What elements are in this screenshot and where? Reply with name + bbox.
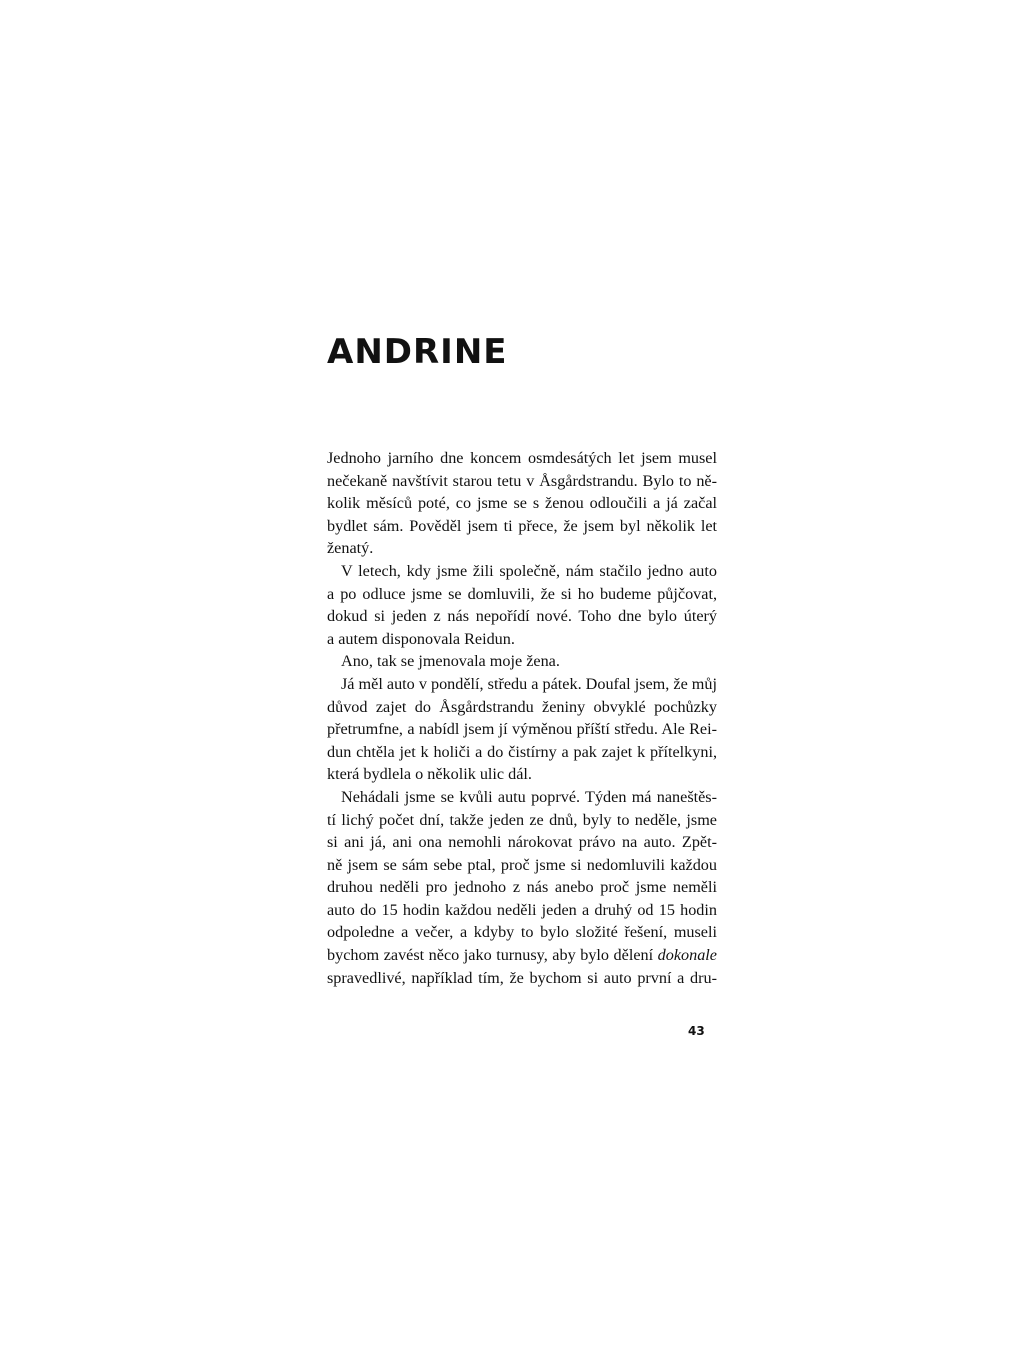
text-line	[327, 583, 717, 606]
text-line	[327, 718, 717, 741]
text-line	[327, 696, 717, 719]
text-line-content: druhou neděli pro jednoho z nás anebo proč jsme neměli	[327, 878, 717, 897]
text-line	[327, 854, 717, 877]
text-line	[327, 470, 717, 493]
text-line-content: která bydlela o několik ulic dál.	[327, 765, 532, 784]
text-line-content: přetrumfne, a nabídl jsem jí výměnou příští středu. Ale Rei-	[327, 720, 717, 739]
text-line-content: si ani já, ani ona nemohli nárokovat právo na auto. Zpět-	[327, 833, 717, 852]
chapter-title: ANDRINE	[327, 332, 508, 372]
text-line-content: V letech, kdy jsme žili společně, nám stačilo jedno auto	[341, 561, 717, 580]
text-line	[327, 831, 717, 854]
text-line	[327, 628, 717, 651]
text-line-content: bydlet sám. Pověděl jsem ti přece, že jsem byl několik let	[327, 516, 717, 535]
text-line-content: Já měl auto v pondělí, středu a pátek. Doufal jsem, že můj	[341, 674, 717, 693]
text-line	[327, 809, 717, 832]
text-line	[327, 673, 717, 696]
text-line	[327, 515, 717, 538]
text-line-content: Nehádali jsme se kvůli autu poprvé. Týden má naneštěs-	[341, 787, 717, 806]
text-line-content: bychom zavést něco jako turnusy, aby bylo dělení	[327, 946, 654, 965]
text-line	[327, 650, 717, 673]
text-line-content: ženatý.	[327, 539, 374, 558]
text-line	[327, 447, 717, 470]
text-line-content: auto do 15 hodin každou neděli jeden a druhý od 15 hodin	[327, 900, 717, 919]
body-text	[327, 447, 717, 989]
text-line-content: Ano, tak se jmenovala moje žena.	[341, 652, 560, 671]
text-line	[327, 786, 717, 809]
text-line-content: ně jsem se sám sebe ptal, proč jsme si nedomluvili každou	[327, 855, 717, 874]
text-line-content: odpoledne a večer, a kdyby to bylo složité řešení, museli	[327, 923, 717, 942]
italic-emphasis: dokonale	[657, 946, 717, 965]
text-line-content: dun chtěla jet k holiči a do čistírny a pak zajet k přítelkyni,	[327, 742, 717, 761]
text-line-content: tí lichý počet dní, takže jeden ze dnů, byly to neděle, jsme	[327, 810, 717, 829]
text-line	[327, 921, 717, 944]
text-line	[327, 967, 717, 990]
text-line	[327, 605, 717, 628]
text-line	[327, 741, 717, 764]
text-line-content: a po odluce jsme se domluvili, že si ho budeme půjčovat,	[327, 584, 717, 603]
text-line-content: spravedlivé, například tím, že bychom si auto první a dru-	[327, 968, 717, 987]
text-line-content: dokud si jeden z nás nepořídí nové. Toho dne bylo úterý	[327, 607, 717, 626]
text-line	[327, 944, 717, 967]
text-line-content: Jednoho jarního dne koncem osmdesátých let jsem musel	[327, 449, 717, 467]
text-line	[327, 492, 717, 515]
text-line-content: nečekaně navštívit starou tetu v Åsgårdstrandu. Bylo to ně-	[327, 471, 717, 490]
page-number: 43	[688, 1024, 705, 1038]
text-line	[327, 899, 717, 922]
text-line	[327, 763, 717, 786]
text-line-content: kolik měsíců poté, co jsme se s ženou odloučili a já začal	[327, 494, 717, 513]
text-line	[327, 537, 717, 560]
text-line-content: důvod zajet do Åsgårdstrandu ženiny obvyklé pochůzky	[327, 697, 717, 716]
text-line	[327, 560, 717, 583]
text-line	[327, 876, 717, 899]
text-line-content: a autem disponovala Reidun.	[327, 629, 515, 648]
